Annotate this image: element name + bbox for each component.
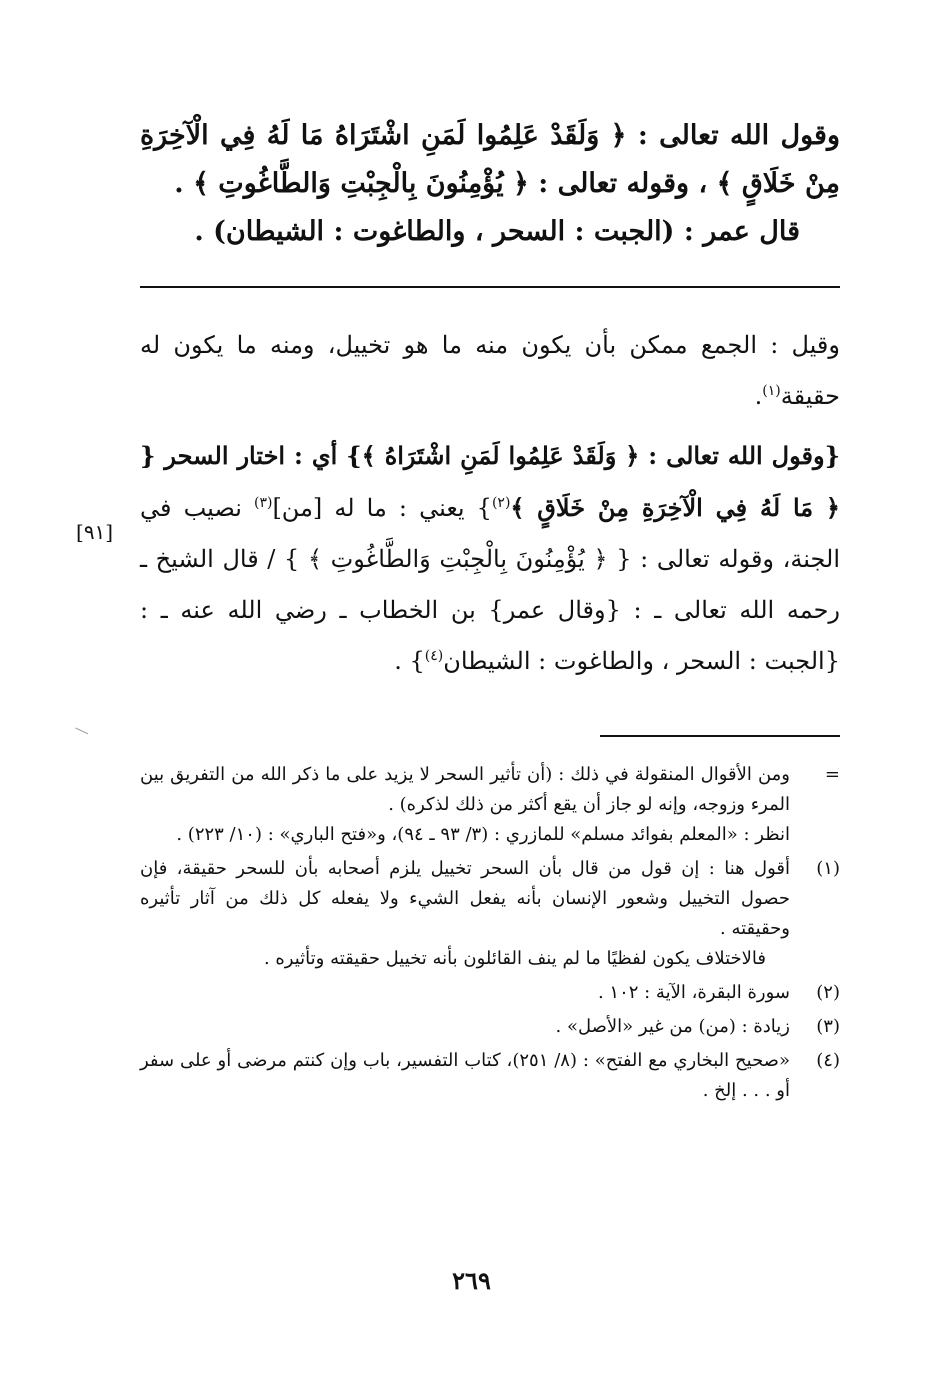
footnote-3	[140, 1012, 840, 1042]
commentary-p1-text: وقيل : الجمع ممكن بأن يكون منه ما هو تخييل، ومنه ما يكون له حقيقة	[140, 331, 840, 410]
footnotes	[140, 760, 840, 1110]
commentary-p2-b: } يعني : ما له [من]	[272, 494, 492, 522]
commentary-text	[140, 320, 840, 687]
footnote-continued	[140, 760, 840, 850]
footnote-4	[140, 1046, 840, 1106]
footnote-4-body: «صحيح البخاري مع الفتح» : (٨/ ٢٥١)، كتاب التفسير، باب وإن كنتم مرضى أو على سفر أو . . . إلخ .	[140, 1050, 790, 1101]
footnote-1-body	[140, 854, 790, 974]
footnote-1-p2: فالاختلاف يكون لفظيًا ما لم ينف القائلون بأنه تخييل حقيقته وتأثيره .	[263, 948, 766, 969]
commentary-paragraph-2	[140, 430, 840, 687]
footnote-ref-2: (٢)	[491, 495, 511, 511]
commentary-p2-d: } .	[394, 647, 425, 675]
page-number: ٢٦٩	[452, 1266, 491, 1295]
footnote-ref-4: (٤)	[424, 648, 444, 664]
matn-line-1: وقول الله تعالى : ﴿ وَلَقَدْ عَلِمُوا لَمَنِ اشْتَرَاهُ مَا لَهُ فِي الْآخِرَةِ مِنْ خَلَاقٍ ﴾ ، وقوله تعالى : ﴿ يُؤْمِنُونَ بِالْجِبْتِ وَالطَّاغُوتِ ﴾ .	[140, 120, 840, 199]
footnote-continued-body	[140, 760, 790, 850]
matn-line-2: قال عمر : (الجبت : السحر ، والطاغوت : الشيطان) .	[194, 216, 800, 247]
footnote-1-number: (١)	[816, 858, 840, 879]
continuation-marker: =	[824, 764, 840, 785]
footnote-1-p1: أقول هنا : إن قول من قال بأن السحر تخييل يلزم أصحابه بأن للسحر حقيقة، فإن حصول التخييل وشعور الإنسان بأنه يفعل الشيء ولا يفعله كل ذلك من آثار تأثيره وحقيقته .	[140, 858, 790, 939]
commentary-p2-c: نصيب في الجنة، وقوله تعالى : { ﴿ يُؤْمِنُونَ بِالْجِبْتِ وَالطَّاغُوتِ ﴾ } / قال الشيخ ـ رحمه الله تعالى ـ : {وقال عمر} بن الخطاب ـ رضي الله عنه ـ : {الجبت : السحر ، والطاغوت : الشيطان	[140, 494, 840, 675]
footnote-2-body: سورة البقرة، الآية : ١٠٢ .	[597, 982, 790, 1003]
commentary-p1-end: .	[754, 382, 763, 410]
footnote-4-number: (٤)	[816, 1050, 840, 1071]
footnote-separator-rule	[600, 735, 840, 737]
stray-mark	[72, 727, 88, 741]
footnote-3-body: زيادة : (من) من غير «الأصل» .	[555, 1016, 790, 1037]
footnote-ref-3: (٣)	[253, 495, 273, 511]
manuscript-folio-marker: [٩١]	[76, 520, 114, 544]
footnote-continued-p1: ومن الأقوال المنقولة في ذلك : (أن تأثير السحر لا يزيد على ما ذكر الله من التفريق بين المرء وزوجه، وإنه لو جاز أن يقع أكثر من ذلك لذكره) .	[140, 764, 790, 815]
commentary-paragraph-1	[140, 320, 840, 422]
matn-separator-rule	[140, 286, 840, 288]
matn-text	[140, 112, 840, 256]
commentary-p2-a: {وقول الله تعالى : ﴿ وَلَقَدْ عَلِمُوا لَمَنِ اشْتَرَاهُ ﴾} أي : اختار السحر { ﴿ مَا لَهُ فِي الْآخِرَةِ مِنْ خَلَاقٍ ﴾	[140, 441, 840, 522]
footnote-3-number: (٣)	[816, 1016, 840, 1037]
footnote-1	[140, 854, 840, 974]
footnote-ref-1: (١)	[762, 383, 781, 399]
footnote-2	[140, 978, 840, 1008]
footnote-continued-p2: انظر : «المعلم بفوائد مسلم» للمازري : (٣/ ٩٣ ـ ٩٤)، و«فتح الباري» : (١٠/ ٢٢٣) .	[176, 824, 790, 845]
footnote-2-number: (٢)	[816, 982, 840, 1003]
